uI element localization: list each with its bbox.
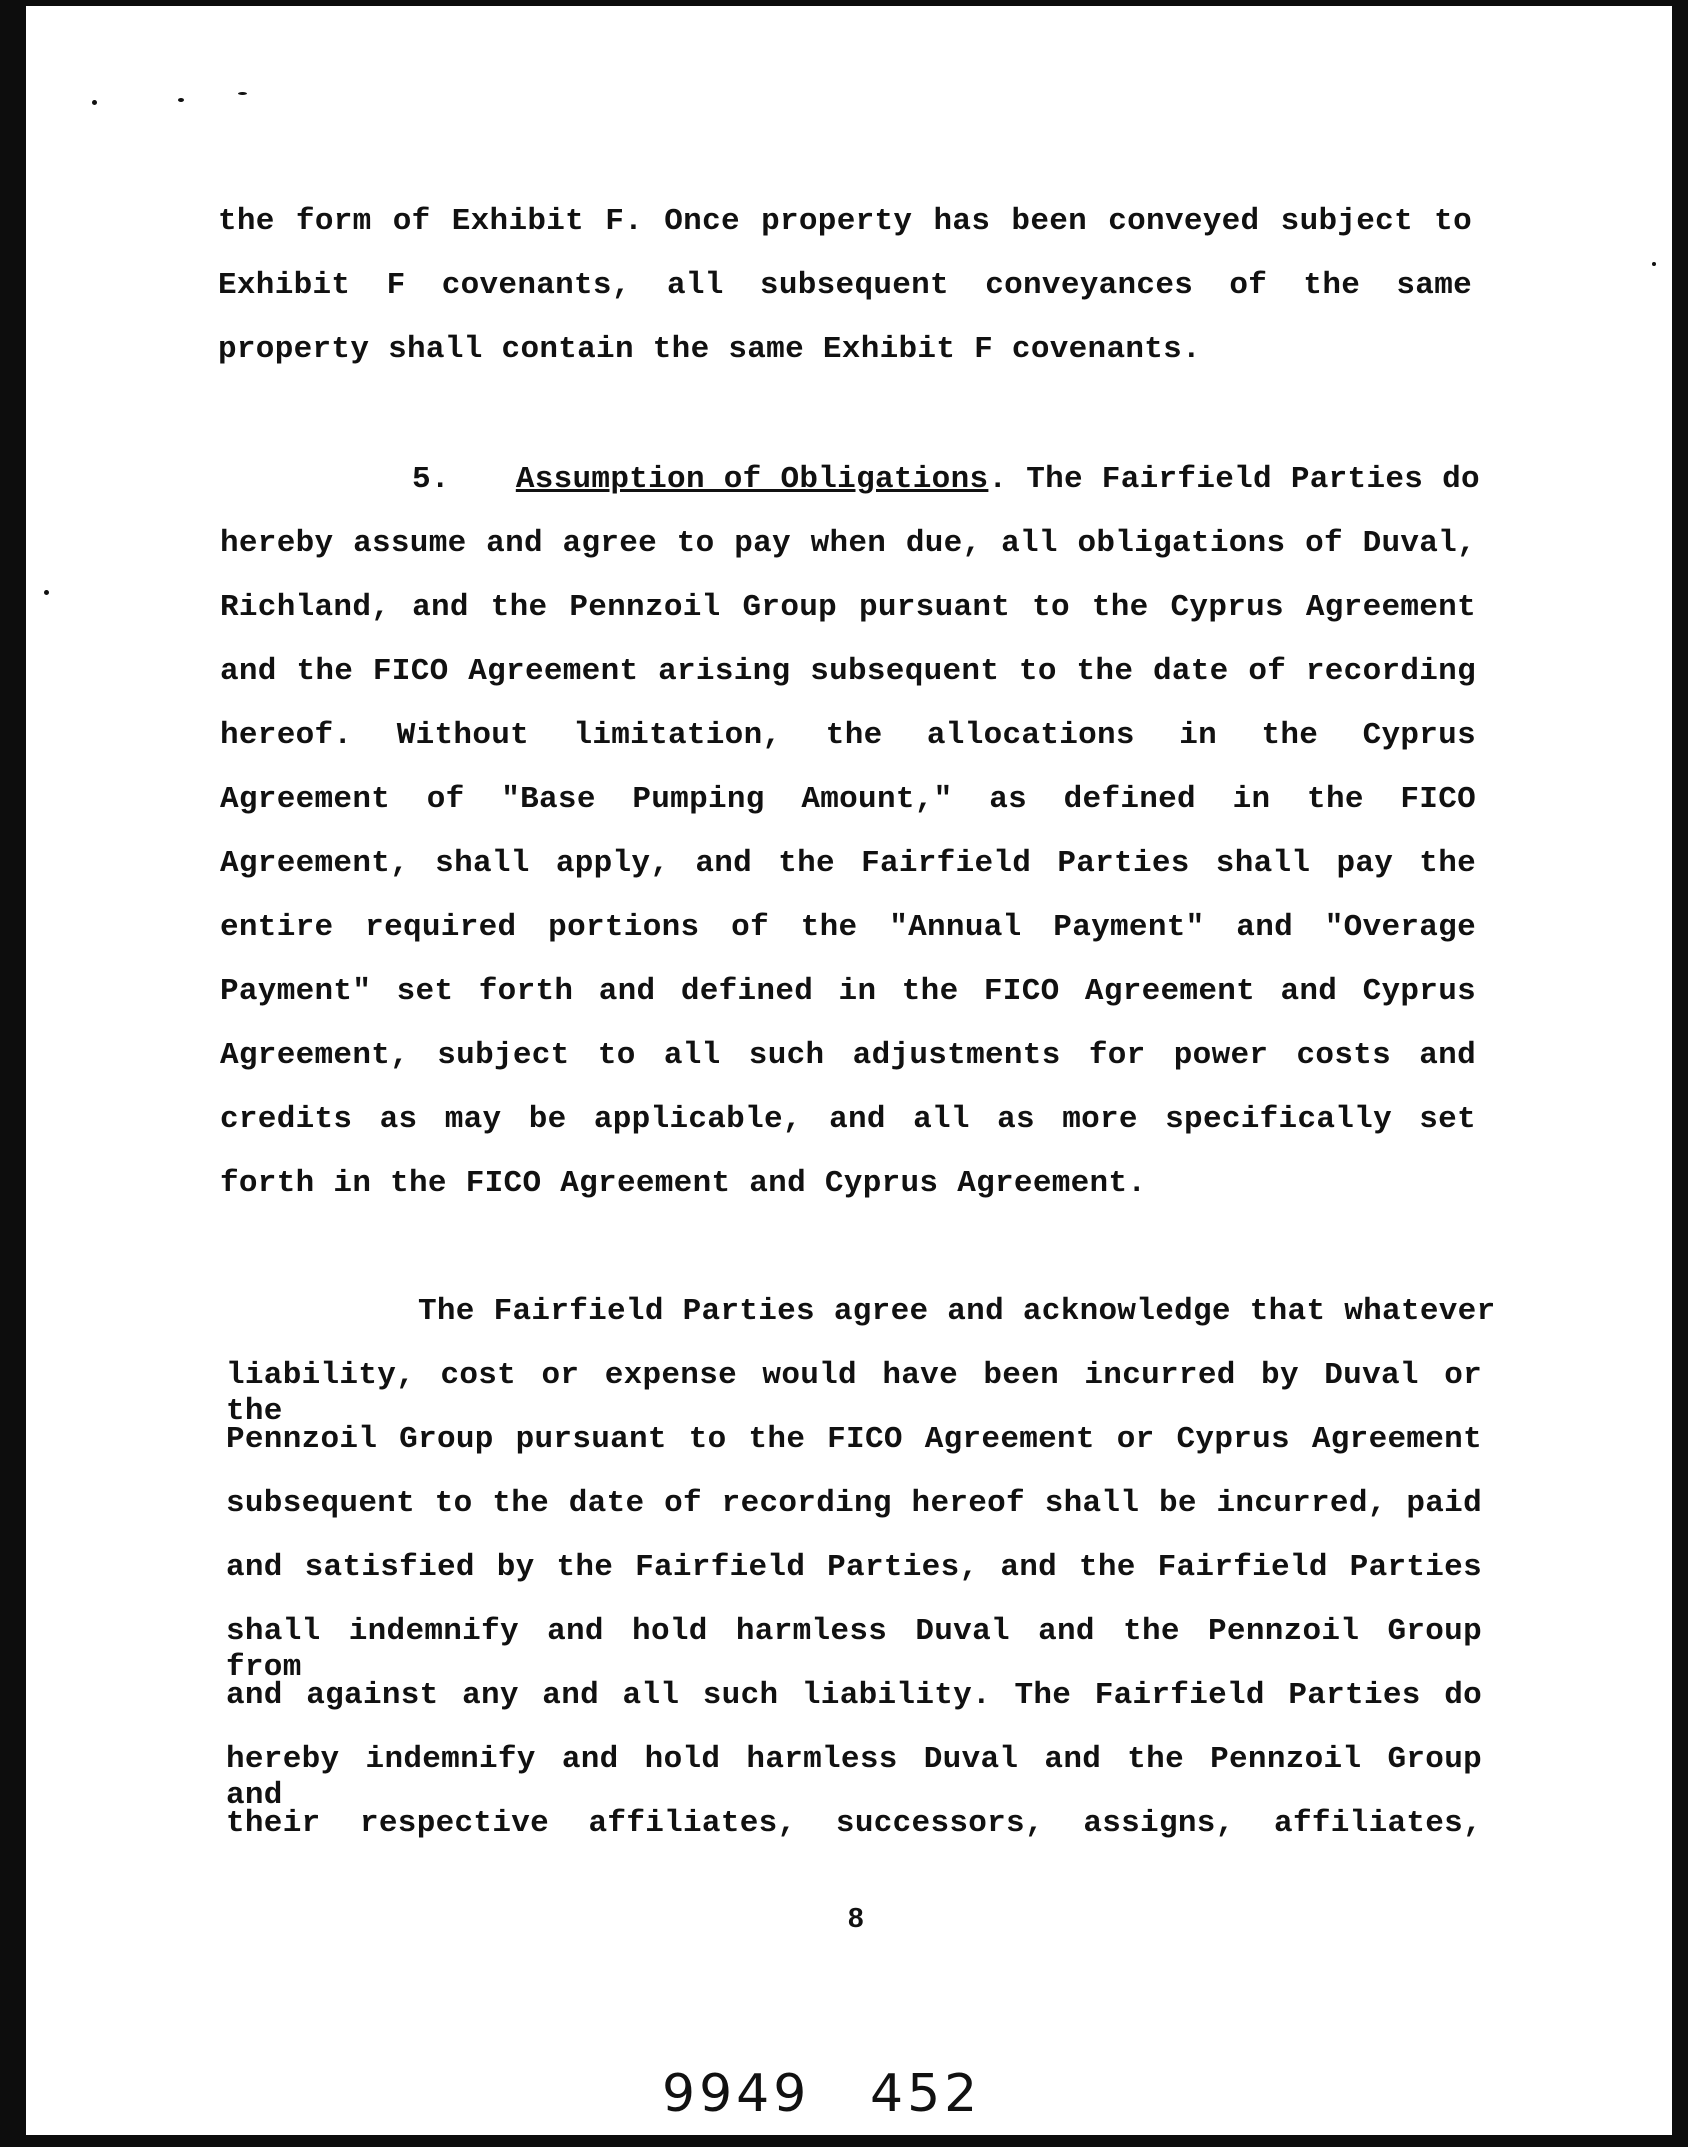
scan-border-right <box>1672 0 1688 2147</box>
scan-border-top <box>0 0 1688 6</box>
scan-speck <box>1652 262 1656 266</box>
intro-line-2: Exhibit F covenants, all subsequent conveyances of the same <box>218 268 1472 303</box>
section-heading-line <box>412 462 1480 498</box>
intro-line-1: the form of Exhibit F. Once property has been conveyed subject to <box>218 204 1472 239</box>
indemnity-line-8: hereby indemnify and hold harmless Duval and the Pennzoil Group and <box>226 1742 1482 1813</box>
footer-code-right: 452 <box>870 2064 982 2124</box>
page-number: 8 <box>848 1902 864 1933</box>
scan-speck <box>238 92 247 95</box>
section-line-2: Richland, and the Pennzoil Group pursuant to the Cyprus Agreement <box>220 590 1476 625</box>
section-line-11: forth in the FICO Agreement and Cyprus Agreement. <box>220 1166 1147 1201</box>
scan-border-left <box>0 0 26 2147</box>
section-line-8: Payment" set forth and defined in the FICO Agreement and Cyprus <box>220 974 1476 1009</box>
scan-speck <box>178 98 184 102</box>
section-line-5: Agreement of "Base Pumping Amount," as defined in the FICO <box>220 782 1476 817</box>
section-line-4: hereof. Without limitation, the allocations in the Cyprus <box>220 718 1476 753</box>
section-line-1: hereby assume and agree to pay when due, all obligations of Duval, <box>220 526 1476 561</box>
scan-border-bottom <box>0 2135 1688 2147</box>
section-line-6: Agreement, shall apply, and the Fairfield Parties shall pay the <box>220 846 1476 881</box>
indemnity-line-1: The Fairfield Parties agree and acknowledge that whatever <box>418 1294 1496 1329</box>
section-line-10: credits as may be applicable, and all as more specifically set <box>220 1102 1476 1137</box>
section-line-7: entire required portions of the "Annual Payment" and "Overage <box>220 910 1476 945</box>
indemnity-line-7: and against any and all such liability. The Fairfield Parties do <box>226 1678 1482 1713</box>
indemnity-line-2: liability, cost or expense would have been incurred by Duval or the <box>226 1358 1482 1429</box>
section-number: 5. <box>412 462 450 497</box>
intro-line-3: property shall contain the same Exhibit F covenants. <box>218 332 1201 367</box>
section-heading: Assumption of Obligations <box>515 462 989 497</box>
indemnity-line-9: their respective affiliates, successors, assigns, affiliates, <box>226 1806 1482 1841</box>
indemnity-line-3: Pennzoil Group pursuant to the FICO Agreement or Cyprus Agreement <box>226 1422 1482 1457</box>
section-line-3: and the FICO Agreement arising subsequent to the date of recording <box>220 654 1476 689</box>
scan-speck <box>92 100 97 105</box>
indemnity-line-5: and satisfied by the Fairfield Parties, and the Fairfield Parties <box>226 1550 1482 1585</box>
section-heading-rest: . The Fairfield Parties do <box>988 462 1480 497</box>
indemnity-line-6: shall indemnify and hold harmless Duval and the Pennzoil Group from <box>226 1614 1482 1685</box>
footer-code-left: 9949 <box>662 2064 811 2124</box>
section-line-9: Agreement, subject to all such adjustments for power costs and <box>220 1038 1476 1073</box>
indemnity-line-4: subsequent to the date of recording hereof shall be incurred, paid <box>226 1486 1482 1521</box>
scan-speck <box>44 590 49 595</box>
